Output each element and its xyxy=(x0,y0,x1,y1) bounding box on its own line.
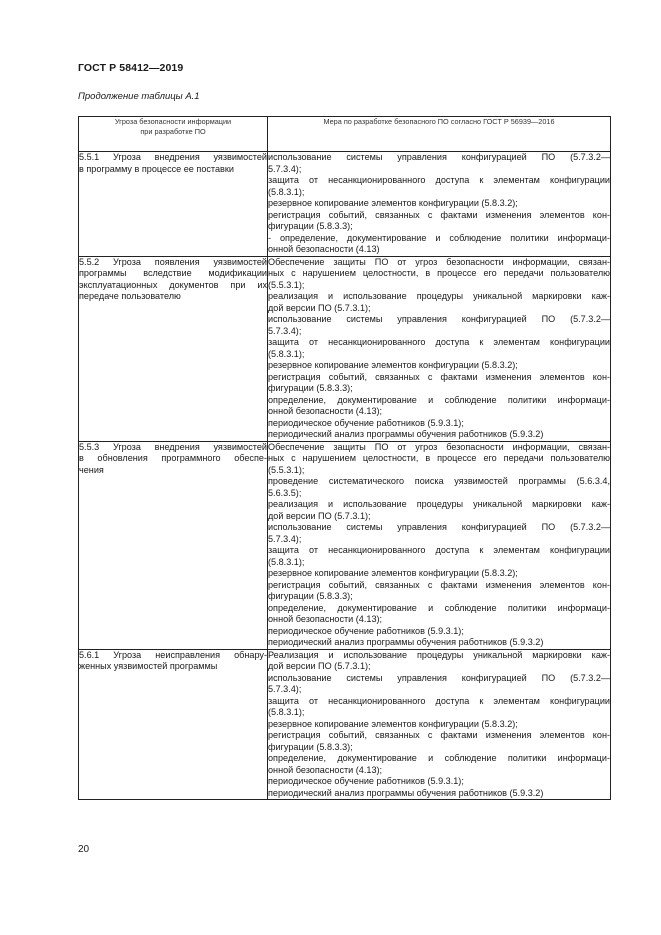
measure-line: фигурации (5.8.3.3); xyxy=(268,383,353,393)
measure-line: дой версии ПО (5.7.3.1); xyxy=(268,661,371,671)
measure-line: Обеспечение защиты ПО от угроз безопасности информации, связан- xyxy=(268,441,610,452)
table-row xyxy=(79,256,611,441)
measure-line: использование системы управления конфигурацией ПО (5.7.3.2— xyxy=(268,314,610,324)
measure-line: проведение систематического поиска уязвимостей программы (5.6.3.4, xyxy=(268,476,610,486)
measure-line: 5.6.3.5); xyxy=(268,487,302,498)
measure-line: периодическое обучение работников (5.9.3.1); xyxy=(268,776,464,786)
table-row xyxy=(79,441,611,649)
measure-line: Обеспечение защиты ПО от угроз безопасности информации, связан- xyxy=(268,256,610,267)
threat-line: 5.5.2 Угроза появления уязвимостей xyxy=(79,256,267,267)
measure-line: Реализация и использование процедуры уникальной маркировки каж- xyxy=(268,649,610,660)
measure-line: использование системы управления конфигурацией ПО (5.7.3.2— xyxy=(268,672,610,683)
threat-cell xyxy=(79,152,268,257)
measure-line: определение, документирование и соблюдение политики информаци- xyxy=(268,394,610,405)
threat-cell xyxy=(79,441,268,649)
measure-line: ных с нарушением целостности, в процессе его передачи пользователю xyxy=(268,453,610,463)
measure-line: реализация и использование процедуры уникальной маркировки каж- xyxy=(268,499,610,509)
threat-line: в программу в процессе ее поставки xyxy=(79,163,234,174)
measure-line: периодическое обучение работников (5.9.3.1); xyxy=(268,417,464,428)
measure-line: защита от несанкционированного доступа к элементам конфигурации xyxy=(268,337,610,347)
measure-line: резервное копирование элементов конфигурации (5.8.3.2); xyxy=(268,360,518,370)
measure-line: дой версии ПО (5.7.3.1); xyxy=(268,510,371,521)
page-number: 20 xyxy=(78,844,90,855)
measure-line: периодический анализ программы обучения работников (5.9.3.2) xyxy=(268,429,544,439)
measure-line: периодический анализ программы обучения работников (5.9.3.2) xyxy=(268,637,544,647)
measure-line: периодический анализ программы обучения работников (5.9.3.2) xyxy=(268,787,544,798)
measure-line: ных с нарушением целостности, в процессе его передачи пользователю xyxy=(268,268,610,278)
measure-line: регистрация событий, связанных с фактами изменения элементов кон- xyxy=(268,730,610,740)
header-line: Угроза безопасности информации xyxy=(114,117,232,126)
measure-line: (5.8.3.1); xyxy=(268,556,305,567)
measure-cell xyxy=(268,256,611,441)
table-row xyxy=(79,649,611,800)
table-row xyxy=(79,152,611,257)
threat-line: чения xyxy=(79,464,104,475)
document-code: ГОСТ Р 58412—2019 xyxy=(78,62,184,74)
measure-line: резервное копирование элементов конфигурации (5.8.3.2); xyxy=(268,568,518,578)
measure-line: 5.7.3.4); xyxy=(268,163,302,174)
threat-line: женных уязвимостей программы xyxy=(79,661,218,671)
column-header-threat xyxy=(79,117,268,152)
measure-line: защита от несанкционированного доступа к элементам конфигурации xyxy=(268,545,610,555)
header-line: при разработке ПО xyxy=(140,127,206,136)
measure-line: резервное копирование элементов конфигурации (5.8.3.2); xyxy=(268,198,518,208)
measure-line: регистрация событий, связанных с фактами изменения элементов кон- xyxy=(268,209,610,220)
measure-line: определение, документирование и соблюдение политики информаци- xyxy=(268,602,610,613)
threats-table xyxy=(78,116,611,800)
measure-line: 5.7.3.4); xyxy=(268,533,302,544)
measure-line: использование системы управления конфигурацией ПО (5.7.3.2— xyxy=(268,522,610,532)
measure-line: онной безопасности (4.13); xyxy=(268,614,383,624)
measure-line: (5.5.3.1); xyxy=(268,464,305,475)
threat-line: 5.6.1 Угроза неисправления обнару- xyxy=(79,649,267,660)
header-line: Мера по разработке безопасного ПО согласно ГОСТ Р 56939—2016 xyxy=(323,117,555,126)
measure-line: определение, документирование и соблюдение политики информаци- xyxy=(268,753,610,763)
measure-line: (5.8.3.1); xyxy=(268,348,305,359)
measure-line: регистрация событий, связанных с фактами изменения элементов кон- xyxy=(268,371,610,382)
measure-line: фигурации (5.8.3.3); xyxy=(268,591,353,601)
measure-line: онной безопасности (4.13); xyxy=(268,406,383,416)
measure-line: (5.5.3.1); xyxy=(268,279,305,290)
measure-line: - определение, документирование и соблюдение политики информаци- xyxy=(268,232,610,243)
threat-line: 5.5.1 Угроза внедрения уязвимостей xyxy=(79,152,267,162)
measure-line: онной безопасности (4.13) xyxy=(268,244,380,254)
threat-line: 5.5.3 Угроза внедрения уязвимостей xyxy=(79,441,267,452)
measure-line: фигурации (5.8.3.3); xyxy=(268,221,353,231)
measure-line: защита от несанкционированного доступа к элементам конфигурации xyxy=(268,175,610,185)
measure-line: 5.7.3.4); xyxy=(268,325,302,336)
measure-line: (5.8.3.1); xyxy=(268,186,305,197)
measure-line: регистрация событий, связанных с фактами изменения элементов кон- xyxy=(268,579,610,590)
measure-line: (5.8.3.1); xyxy=(268,707,305,717)
table-caption: Продолжение таблицы А.1 xyxy=(78,91,200,102)
column-header-measure xyxy=(268,117,611,152)
measure-cell xyxy=(268,152,611,257)
measure-line: периодическое обучение работников (5.9.3.1); xyxy=(268,625,464,636)
threat-line: эксплуатационных документов при их xyxy=(79,279,267,290)
measure-line: дой версии ПО (5.7.3.1); xyxy=(268,302,371,313)
measure-line: 5.7.3.4); xyxy=(268,684,302,694)
measure-line: использование системы управления конфигурацией ПО (5.7.3.2— xyxy=(268,152,610,162)
measure-line: реализация и использование процедуры уникальной маркировки каж- xyxy=(268,291,610,301)
measure-line: фигурации (5.8.3.3); xyxy=(268,741,353,752)
threat-line: в обновления программного обеспе- xyxy=(79,453,267,463)
measure-line: защита от несанкционированного доступа к элементам конфигурации xyxy=(268,695,610,706)
measure-line: онной безопасности (4.13); xyxy=(268,764,383,775)
measure-line: резервное копирование элементов конфигурации (5.8.3.2); xyxy=(268,718,518,729)
threat-line: программы вследствие модификации xyxy=(79,268,267,278)
threat-line: передаче пользователю xyxy=(79,291,181,301)
measure-cell xyxy=(268,441,611,649)
table-header-row xyxy=(79,117,611,152)
threat-cell xyxy=(79,649,268,800)
measure-cell xyxy=(268,649,611,800)
threat-cell xyxy=(79,256,268,441)
